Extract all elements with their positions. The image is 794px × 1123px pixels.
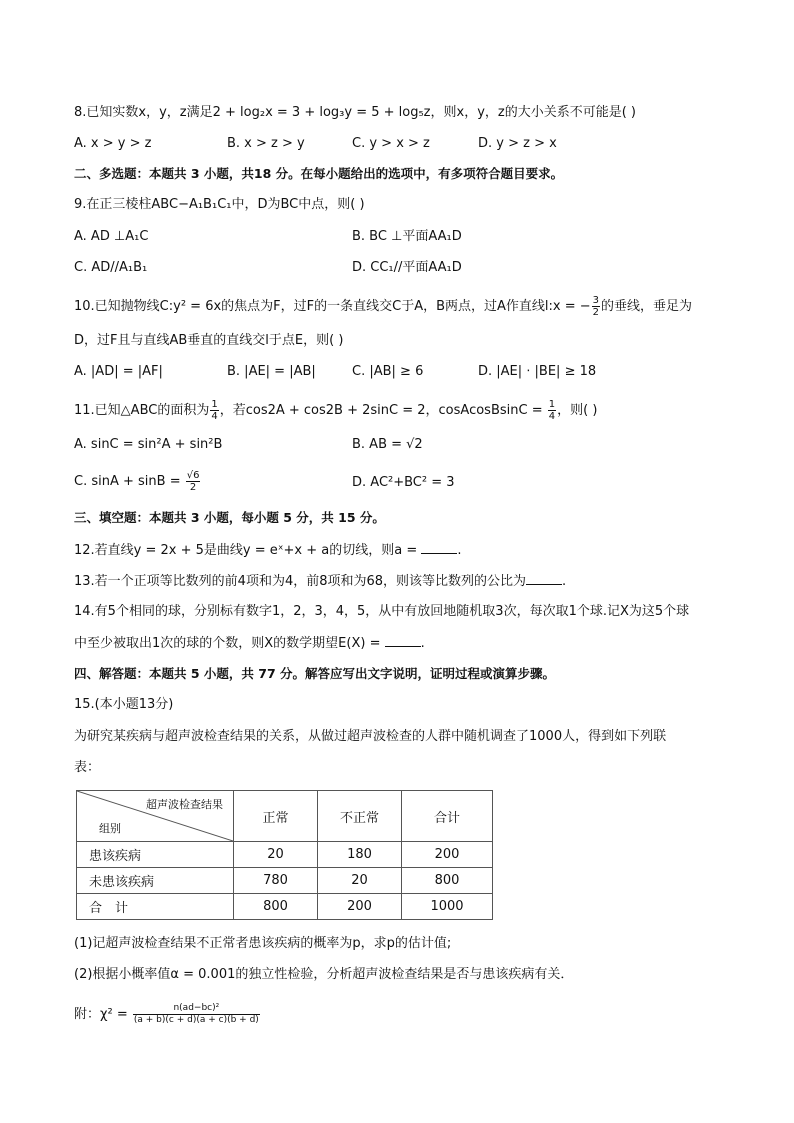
column-header: 不正常 <box>318 791 402 842</box>
table-row <box>77 894 493 920</box>
table-diagonal-header <box>77 791 234 842</box>
table-row <box>77 842 493 868</box>
question-11-option-d: D. AC²+BC² = 3 <box>352 475 455 490</box>
question-8-option-c: C. y > x > z <box>352 136 430 151</box>
row-label: 合 计 <box>77 894 234 920</box>
chi-square-formula <box>74 1003 261 1026</box>
fraction-numerator: 3 <box>592 295 600 306</box>
question-12 <box>74 541 462 560</box>
question-15-part1: (1)记超声波检查结果不正常者患该疾病的概率为p，求p的估计值; <box>74 936 452 951</box>
question-11-text-b: ，若cos2A + cos2B + 2sinC = 2，cosAcosBsinC = <box>219 403 547 418</box>
contingency-table <box>76 790 493 920</box>
question-11-text-a: 11.已知△ABC的面积为 <box>74 403 210 418</box>
fraction-denominator: 4 <box>211 411 218 422</box>
table-cell: 800 <box>234 894 318 920</box>
question-10-option-d: D. |AE| ⋅ |BE| ≥ 18 <box>478 364 597 379</box>
question-11-text-c: ，则( ) <box>557 403 598 418</box>
row-label: 患该疾病 <box>77 842 234 868</box>
question-13 <box>74 572 566 591</box>
fraction <box>548 399 556 422</box>
question-11-option-c <box>74 470 201 493</box>
question-9-option-c: C. AD//A₁B₁ <box>74 260 148 275</box>
table-cell: 20 <box>234 842 318 868</box>
table-cell: 180 <box>318 842 402 868</box>
formula-denominator: (a + b)(c + d)(a + c)(b + d) <box>133 1015 259 1025</box>
formula-prefix: 附：χ² = <box>74 1007 132 1022</box>
question-10-stem-line1 <box>74 295 692 318</box>
row-label: 未患该疾病 <box>77 868 234 894</box>
question-10-option-a: A. |AD| = |AF| <box>74 364 163 379</box>
fraction-denominator: 2 <box>592 307 600 318</box>
question-13-end: . <box>562 574 567 589</box>
question-9-option-b: B. BC ⊥平面AA₁D <box>352 229 462 244</box>
question-9-stem: 9.在正三棱柱ABC−A₁B₁C₁中，D为BC中点，则( ) <box>74 197 365 212</box>
fraction <box>592 295 600 318</box>
question-15-part2: (2)根据小概率值α = 0.001的独立性检验，分析超声波检查结果是否与患该疾病有关． <box>74 967 574 982</box>
question-15-header: 15.(本小题13分) <box>74 697 174 712</box>
table-cell: 780 <box>234 868 318 894</box>
question-9-option-d: D. CC₁//平面AA₁D <box>352 260 462 275</box>
question-11-option-a: A. sinC = sin²A + sin²B <box>74 437 223 452</box>
formula-fraction <box>133 1003 260 1026</box>
table-cell: 1000 <box>402 894 493 920</box>
fraction <box>186 470 201 493</box>
question-14-line2 <box>74 634 425 653</box>
question-8-option-a: A. x > y > z <box>74 136 152 151</box>
column-header: 合计 <box>402 791 493 842</box>
answer-blank[interactable] <box>421 541 457 554</box>
question-13-text: 13.若一个正项等比数列的前4项和为4，前8项和为68，则该等比数列的公比为 <box>74 574 527 589</box>
diagonal-header-bottom: 组别 <box>99 822 121 835</box>
fraction-numerator: 1 <box>548 399 556 410</box>
question-12-end: . <box>457 543 462 558</box>
fraction-numerator: √6 <box>186 470 200 481</box>
table-cell: 200 <box>402 842 493 868</box>
answer-blank[interactable] <box>526 572 562 585</box>
question-8-stem: 8.已知实数x，y，z满足2 + log₂x = 3 + log₃y = 5 + log₅z，则x，y，z的大小关系不可能是( ) <box>74 105 636 120</box>
diagonal-header-top: 超声波检查结果 <box>146 798 223 811</box>
question-11-option-b: B. AB = √2 <box>352 437 423 452</box>
question-10-text-a: 10.已知抛物线C:y² = 6x的焦点为F，过F的一条直线交C于A，B两点，过A作直线l:x = − <box>74 299 591 314</box>
fraction-denominator: 2 <box>189 482 197 493</box>
question-10-stem-line2: D，过F且与直线AB垂直的直线交l于点E，则( ) <box>74 333 344 348</box>
section-heading-solutions: 四、解答题：本题共 5 小题，共 77 分。解答应写出文字说明，证明过程或演算步骤。 <box>74 666 556 681</box>
fraction-numerator: 1 <box>211 399 218 410</box>
question-10-option-b: B. |AE| = |AB| <box>227 364 316 379</box>
formula-numerator: n(ad−bc)² <box>133 1003 260 1015</box>
question-15-intro-line2: 表： <box>74 760 101 775</box>
question-14-text: 中至少被取出1次的球的个数，则X的数学期望E(X) = <box>74 636 385 651</box>
table-cell: 200 <box>318 894 402 920</box>
fraction-denominator: 4 <box>548 411 556 422</box>
question-12-text: 12.若直线y = 2x + 5是曲线y = eˣ+x + a的切线，则a = <box>74 543 422 558</box>
question-10-option-c: C. |AB| ≥ 6 <box>352 364 424 379</box>
question-9-option-a: A. AD ⊥A₁C <box>74 229 149 244</box>
question-14-line1: 14.有5个相同的球，分别标有数字1，2，3，4，5，从中有放回地随机取3次，每次取1个球.记X为这5个球 <box>74 604 690 619</box>
table-cell: 20 <box>318 868 402 894</box>
question-8-option-d: D. y > z > x <box>478 136 557 151</box>
question-11-stem <box>74 399 597 422</box>
section-heading-fill-in: 三、填空题：本题共 3 小题，每小题 5 分，共 15 分。 <box>74 510 385 525</box>
table-cell: 800 <box>402 868 493 894</box>
answer-blank[interactable] <box>385 634 421 647</box>
table-row <box>77 868 493 894</box>
option-c-text: C. sinA + sinB = <box>74 474 185 489</box>
table-header-row <box>77 791 493 842</box>
column-header: 正常 <box>234 791 318 842</box>
question-8-option-b: B. x > z > y <box>227 136 305 151</box>
fraction <box>210 399 218 422</box>
section-heading-multiple-choice: 二、多选题：本题共 3 小题，共18 分。在每小题给出的选项中，有多项符合题目要求。 <box>74 166 564 181</box>
question-14-end: . <box>420 636 425 651</box>
question-15-intro-line1: 为研究某疾病与超声波检查结果的关系，从做过超声波检查的人群中随机调查了1000人，得到如下列联 <box>74 729 667 744</box>
question-10-text-b: 的垂线，垂足为 <box>601 299 693 314</box>
